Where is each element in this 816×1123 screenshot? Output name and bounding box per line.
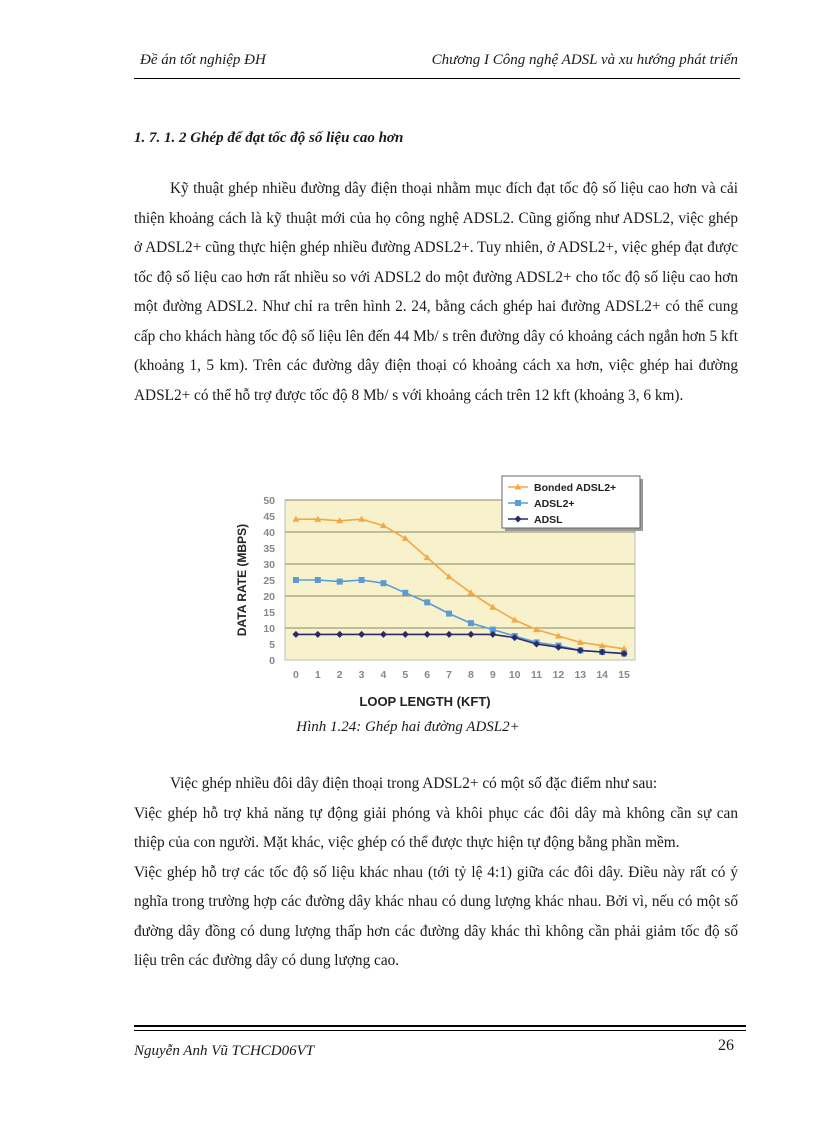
- data-point: [468, 620, 474, 626]
- x-tick-label: 12: [552, 669, 565, 681]
- header-left-title: Đề án tốt nghiệp ĐH: [140, 52, 266, 68]
- y-tick-label: 30: [263, 559, 275, 571]
- x-tick-label: 8: [468, 669, 474, 681]
- y-tick-label: 45: [263, 511, 275, 523]
- legend-label: ADSL: [534, 514, 563, 526]
- y-tick-label: 40: [263, 527, 275, 539]
- body-paragraph-auto-recovery: Việc ghép hỗ trợ khả năng tự động giải phóng và khôi phục các đôi dây mà không cần sự can thiệp của con người. Mặt khác, việc ghép có thể được thực hiện tự động bằng phần mềm.: [134, 804, 738, 851]
- data-point: [402, 590, 408, 596]
- data-point: [446, 611, 452, 617]
- y-tick-label: 15: [263, 607, 275, 619]
- body-paragraph-rate-ratio: Việc ghép hỗ trợ các tốc độ số liệu khác nhau (tới tỷ lệ 4:1) giữa các đôi dây. Điều này rất có ý nghĩa trong trường hợp các đường dây khác nhau có dung lượng khác nhau. Bởi vì, nếu có một số đường dây đồng có dung lượng thấp hơn các đường dây khác thì không cần phải giảm tốc độ số liệu trên các đường dây có dung lượng cao.: [134, 863, 738, 969]
- y-tick-label: 0: [269, 655, 275, 667]
- legend-label: ADSL2+: [534, 498, 575, 510]
- section-heading: 1. 7. 1. 2 Ghép để đạt tốc độ số liệu cao hơn: [134, 130, 404, 146]
- x-tick-label: 6: [424, 669, 431, 681]
- y-tick-label: 50: [263, 495, 275, 507]
- footer-author: Nguyễn Anh Vũ TCHCD06VT: [134, 1043, 315, 1059]
- body-paragraph-intro: Việc ghép nhiều đôi dây điện thoại trong ADSL2+ có một số đặc điểm như sau:: [170, 775, 658, 792]
- header-right-title: Chương I Công nghệ ADSL và xu hướng phát triển: [431, 52, 738, 68]
- x-tick-label: 9: [489, 669, 496, 681]
- footer-divider-thick: [134, 1025, 746, 1027]
- line-chart: [230, 474, 650, 714]
- x-tick-label: 10: [508, 669, 521, 681]
- page-number: 26: [718, 1037, 734, 1054]
- data-point: [515, 500, 521, 506]
- x-tick-label: 0: [293, 669, 299, 681]
- x-tick-label: 3: [358, 669, 365, 681]
- x-tick-label: 7: [446, 669, 452, 681]
- y-tick-label: 25: [263, 575, 275, 587]
- chart-legend: [502, 476, 643, 531]
- section-paragraph: Kỹ thuật ghép nhiều đường dây điện thoại nhằm mục đích đạt tốc độ số liệu cao hơn và cải thiện khoảng cách là kỹ thuật mới của họ công nghệ ADSL2. Cũng giống như ADSL2, việc ghép ở ADSL2+ cũng thực hiện ghép nhiều đường ADSL2+. Tuy nhiên, ở ADSL2+, việc ghép đạt được tốc độ số liệu cao hơn rất nhiều so với ADSL2 do một đường ADSL2+ cho tốc độ số liệu cao hơn một đường ADSL2. Như chỉ ra trên hình 2. 24, bằng cách ghép hai đường ADSL2+ có thể cung cấp cho khách hàng tốc độ số liệu lên đến 44 Mb/ s trên đường dây có khoảng cách ngắn hơn 5 kft (khoảng 1, 5 km). Trên các đường dây điện thoại có khoảng cách xa hơn, việc ghép hai đường ADSL2+ có thể hỗ trợ được tốc độ 8 Mb/ s với khoảng cách trên 12 kft (khoảng 3, 6 km).: [134, 180, 738, 404]
- figure-caption: Hình 1.24: Ghép hai đường ADSL2+: [296, 719, 520, 735]
- footer-divider-thin: [134, 1030, 746, 1031]
- x-tick-label: 4: [380, 669, 387, 681]
- x-tick-label: 13: [574, 669, 587, 681]
- x-tick-label: 2: [336, 669, 343, 681]
- x-tick-label: 1: [314, 669, 321, 681]
- y-tick-label: 5: [269, 639, 275, 651]
- x-tick-label: 15: [618, 669, 630, 681]
- y-axis-label: DATA RATE (MBPS): [235, 523, 249, 637]
- body-section-2: [134, 769, 738, 976]
- y-tick-label: 35: [263, 543, 275, 555]
- x-axis-label: LOOP LENGTH (KFT): [359, 694, 491, 709]
- data-point: [359, 577, 365, 583]
- x-tick-label: 5: [402, 669, 409, 681]
- x-tick-label: 11: [531, 669, 543, 681]
- data-point: [337, 579, 343, 585]
- header-divider: [134, 78, 740, 79]
- data-point: [293, 577, 299, 583]
- data-point: [315, 577, 321, 583]
- y-tick-label: 20: [263, 591, 275, 603]
- x-tick-label: 14: [596, 669, 609, 681]
- y-tick-label: 10: [263, 623, 275, 635]
- data-point: [380, 580, 386, 586]
- figure-chart: [230, 474, 650, 719]
- legend-label: Bonded ADSL2+: [534, 482, 617, 494]
- data-point: [424, 599, 430, 605]
